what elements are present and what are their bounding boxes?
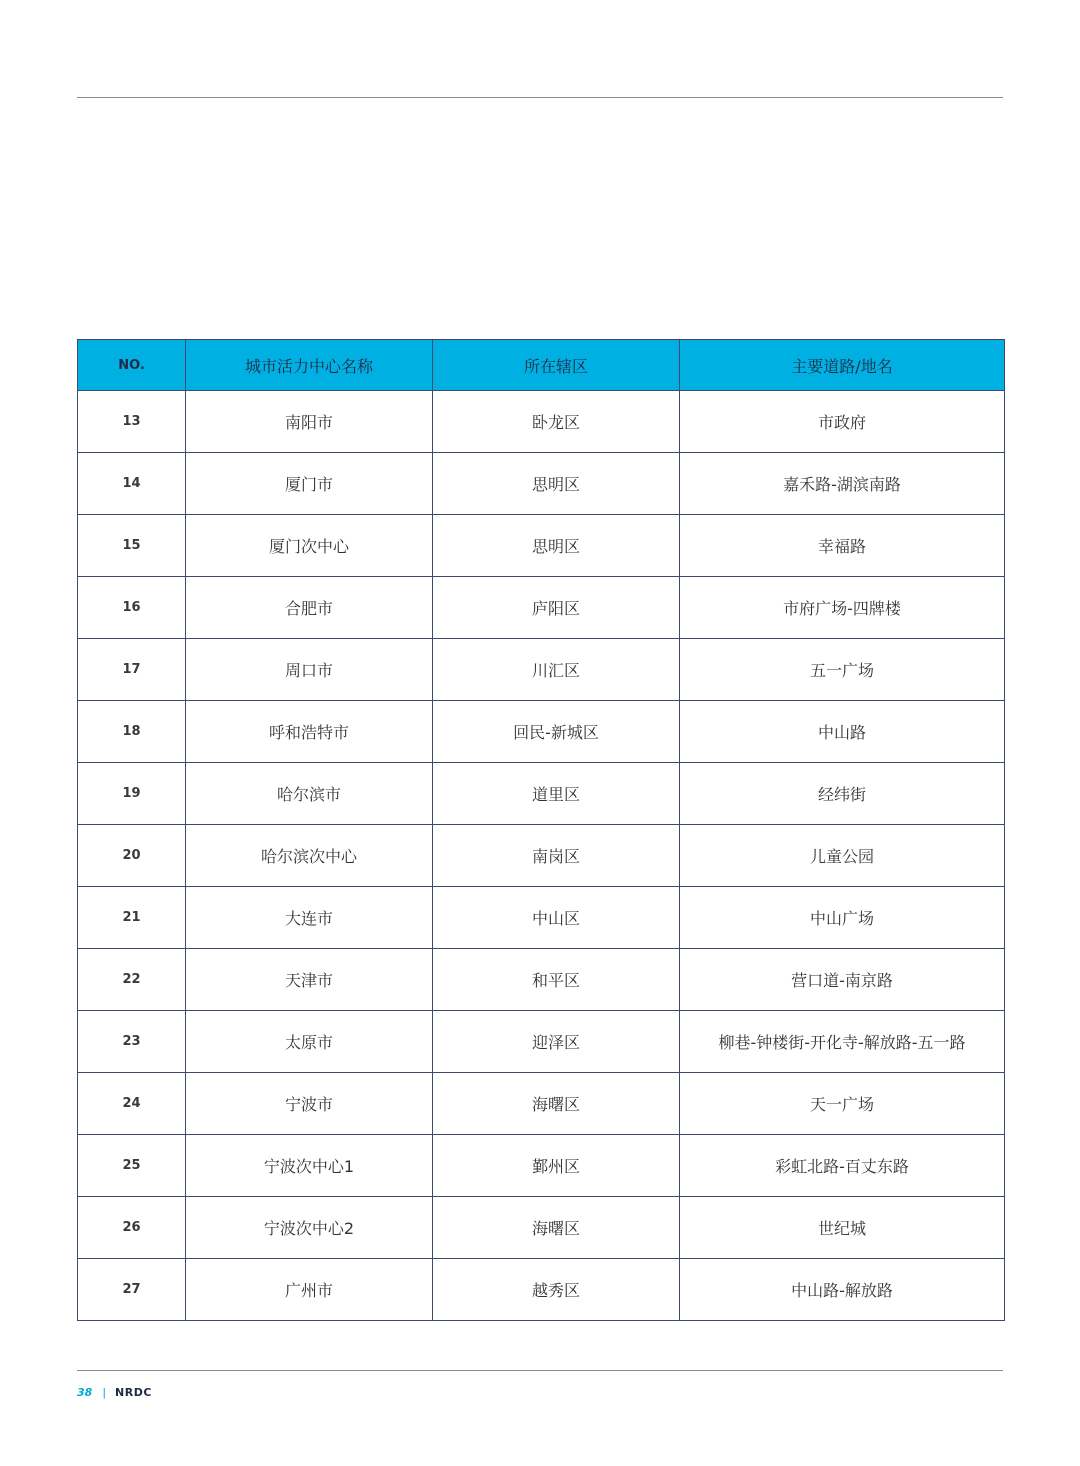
main-road-cell: 中山路-解放路: [680, 1259, 1005, 1321]
row-number-cell: 17: [78, 639, 186, 701]
table-row: [78, 639, 1005, 701]
main-road-cell: 市政府: [680, 391, 1005, 453]
main-road-cell: 市府广场-四牌楼: [680, 577, 1005, 639]
row-number-cell: 27: [78, 1259, 186, 1321]
main-road-cell: 经纬街: [680, 763, 1005, 825]
main-road-cell: 中山广场: [680, 887, 1005, 949]
table-row: [78, 825, 1005, 887]
row-number-cell: 13: [78, 391, 186, 453]
district-cell: 思明区: [433, 453, 680, 515]
table-row: [78, 1011, 1005, 1073]
center-name-cell: 哈尔滨次中心: [186, 825, 433, 887]
district-cell: 卧龙区: [433, 391, 680, 453]
center-name-cell: 合肥市: [186, 577, 433, 639]
main-road-cell: 儿童公园: [680, 825, 1005, 887]
table-body: [78, 391, 1005, 1321]
center-name-cell: 太原市: [186, 1011, 433, 1073]
table-row: [78, 1197, 1005, 1259]
center-name-cell: 宁波市: [186, 1073, 433, 1135]
table-row: [78, 763, 1005, 825]
top-divider: [77, 97, 1003, 98]
row-number-cell: 20: [78, 825, 186, 887]
center-name-cell: 呼和浩特市: [186, 701, 433, 763]
district-cell: 鄞州区: [433, 1135, 680, 1197]
row-number-cell: 26: [78, 1197, 186, 1259]
row-number-cell: 22: [78, 949, 186, 1011]
main-road-cell: 嘉禾路-湖滨南路: [680, 453, 1005, 515]
table-row: [78, 577, 1005, 639]
district-cell: 和平区: [433, 949, 680, 1011]
district-cell: 越秀区: [433, 1259, 680, 1321]
center-name-cell: 广州市: [186, 1259, 433, 1321]
main-road-cell: 彩虹北路-百丈东路: [680, 1135, 1005, 1197]
footer-separator: |: [102, 1386, 107, 1399]
column-header-district: 所在辖区: [433, 340, 680, 391]
row-number-cell: 23: [78, 1011, 186, 1073]
center-name-cell: 宁波次中心2: [186, 1197, 433, 1259]
page-footer: [77, 1386, 152, 1399]
main-road-cell: 柳巷-钟楼街-开化寺-解放路-五一路: [680, 1011, 1005, 1073]
table-header-row: [78, 340, 1005, 391]
center-name-cell: 大连市: [186, 887, 433, 949]
bottom-divider: [77, 1370, 1003, 1371]
row-number-cell: 21: [78, 887, 186, 949]
main-road-cell: 五一广场: [680, 639, 1005, 701]
table-row: [78, 1135, 1005, 1197]
column-header-center-name: 城市活力中心名称: [186, 340, 433, 391]
district-cell: 川汇区: [433, 639, 680, 701]
row-number-cell: 24: [78, 1073, 186, 1135]
district-cell: 庐阳区: [433, 577, 680, 639]
district-cell: 回民-新城区: [433, 701, 680, 763]
table-row: [78, 391, 1005, 453]
center-name-cell: 周口市: [186, 639, 433, 701]
district-cell: 南岗区: [433, 825, 680, 887]
row-number-cell: 25: [78, 1135, 186, 1197]
main-road-cell: 营口道-南京路: [680, 949, 1005, 1011]
center-name-cell: 厦门市: [186, 453, 433, 515]
row-number-cell: 14: [78, 453, 186, 515]
table-row: [78, 1073, 1005, 1135]
center-name-cell: 厦门次中心: [186, 515, 433, 577]
district-cell: 迎泽区: [433, 1011, 680, 1073]
table-row: [78, 1259, 1005, 1321]
table-row: [78, 515, 1005, 577]
table-row: [78, 701, 1005, 763]
center-name-cell: 南阳市: [186, 391, 433, 453]
organization-name: NRDC: [115, 1386, 152, 1399]
row-number-cell: 16: [78, 577, 186, 639]
page-number: 38: [77, 1386, 93, 1399]
district-cell: 海曙区: [433, 1197, 680, 1259]
district-cell: 思明区: [433, 515, 680, 577]
column-header-no: NO.: [78, 340, 186, 391]
table-row: [78, 949, 1005, 1011]
main-road-cell: 中山路: [680, 701, 1005, 763]
main-road-cell: 世纪城: [680, 1197, 1005, 1259]
district-cell: 道里区: [433, 763, 680, 825]
table-row: [78, 453, 1005, 515]
table-row: [78, 887, 1005, 949]
row-number-cell: 15: [78, 515, 186, 577]
row-number-cell: 19: [78, 763, 186, 825]
main-road-cell: 天一广场: [680, 1073, 1005, 1135]
row-number-cell: 18: [78, 701, 186, 763]
center-name-cell: 哈尔滨市: [186, 763, 433, 825]
district-cell: 海曙区: [433, 1073, 680, 1135]
center-name-cell: 天津市: [186, 949, 433, 1011]
center-name-cell: 宁波次中心1: [186, 1135, 433, 1197]
district-cell: 中山区: [433, 887, 680, 949]
main-road-cell: 幸福路: [680, 515, 1005, 577]
city-centers-table: [77, 339, 1005, 1321]
column-header-main-road: 主要道路/地名: [680, 340, 1005, 391]
